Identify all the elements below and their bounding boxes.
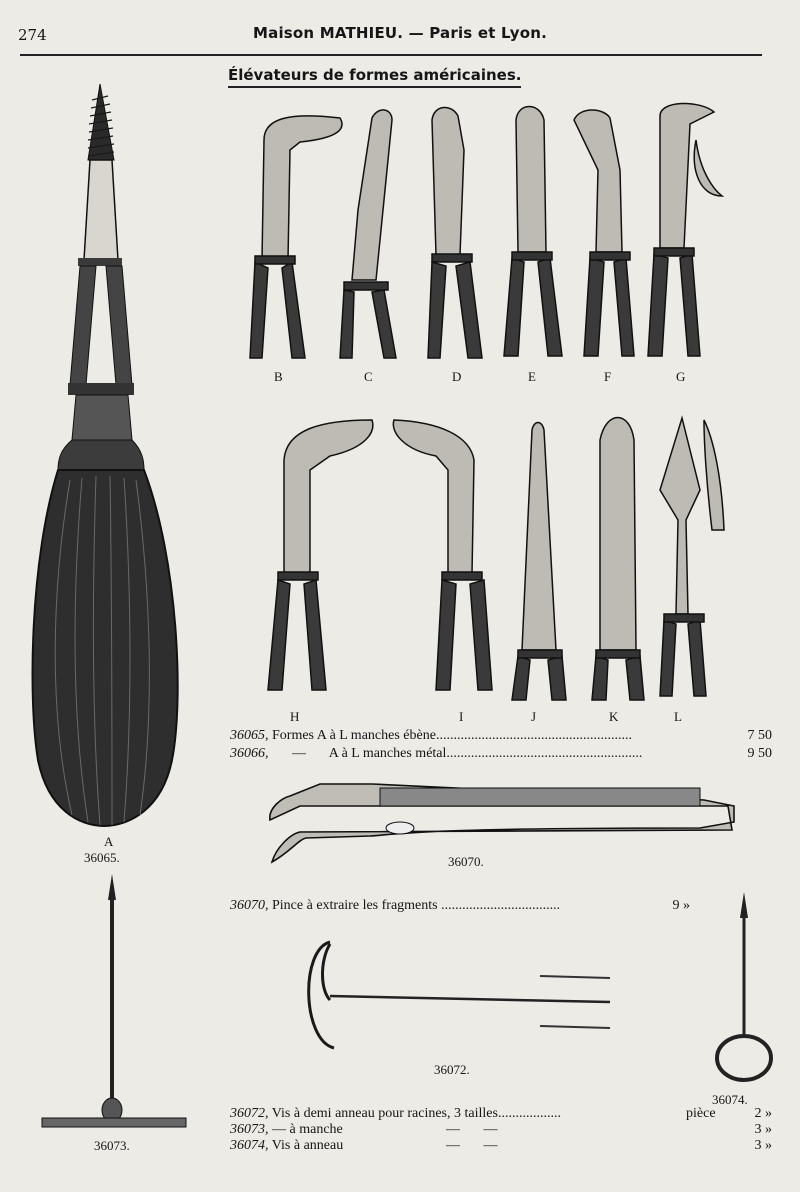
- figure-label-K: K: [609, 709, 619, 724]
- figure-label-A: A: [104, 834, 114, 849]
- figure-label-I: I: [459, 709, 464, 724]
- item-description: Vis à demi anneau pour racines, 3 tailles: [271, 1106, 498, 1121]
- item-code: 36070,: [230, 898, 269, 913]
- ditto-mark: —: [292, 746, 306, 761]
- item-description: Pince à extraire les fragments: [272, 898, 438, 913]
- figure-label-B: B: [274, 369, 283, 384]
- item-code: 36066,: [230, 746, 269, 761]
- price-row-36072: [230, 1106, 772, 1122]
- figure-label-F: F: [604, 369, 612, 384]
- figure-code-36073: 36073.: [94, 1138, 130, 1153]
- price-row-36065: [230, 728, 772, 744]
- ditto-mark: — —: [446, 1138, 508, 1153]
- item-price: 9 »: [672, 898, 690, 913]
- figure-label-E: E: [528, 369, 536, 384]
- item-code: 36072,: [230, 1106, 269, 1121]
- item-description: Formes A à L manches ébène: [272, 728, 436, 743]
- ditto-mark: — —: [446, 1122, 508, 1137]
- price-row-36073: [230, 1122, 772, 1138]
- figure-code-36072: 36072.: [434, 1062, 470, 1077]
- figure-label-C: C: [364, 369, 373, 384]
- item-code: 36073,: [230, 1122, 269, 1137]
- item-price: 9 50: [747, 746, 772, 761]
- figure-label-G: G: [676, 369, 686, 384]
- figure-label-H: H: [290, 709, 300, 724]
- item-price: 2 »: [754, 1106, 772, 1121]
- price-row-36066: [230, 746, 772, 762]
- item-code: 36065,: [230, 728, 269, 743]
- item-code: 36074,: [230, 1138, 269, 1153]
- item-description: Vis à anneau: [271, 1138, 344, 1153]
- catalog-header-title: Maison MATHIEU. — Paris et Lyon.: [253, 24, 547, 42]
- item-price: 7 50: [747, 728, 772, 743]
- item-description: A à L manches métal: [328, 746, 447, 761]
- item-price: 3 »: [754, 1138, 772, 1153]
- page-number: 274: [18, 26, 47, 44]
- figure-code-36074: 36074.: [712, 1092, 748, 1107]
- item-unit: pièce: [686, 1106, 716, 1121]
- section-title: Élévateurs de formes américaines.: [228, 66, 521, 88]
- figure-code-36070: 36070.: [448, 854, 484, 869]
- price-row-36070: [230, 898, 690, 914]
- item-price: 3 »: [754, 1122, 772, 1137]
- figure-code-36065: 36065.: [84, 850, 120, 865]
- price-row-36074: [230, 1138, 772, 1154]
- item-description: — à manche: [272, 1122, 343, 1137]
- figure-label-J: J: [531, 709, 537, 724]
- figure-label-L: L: [674, 709, 682, 724]
- figure-label-D: D: [452, 369, 462, 384]
